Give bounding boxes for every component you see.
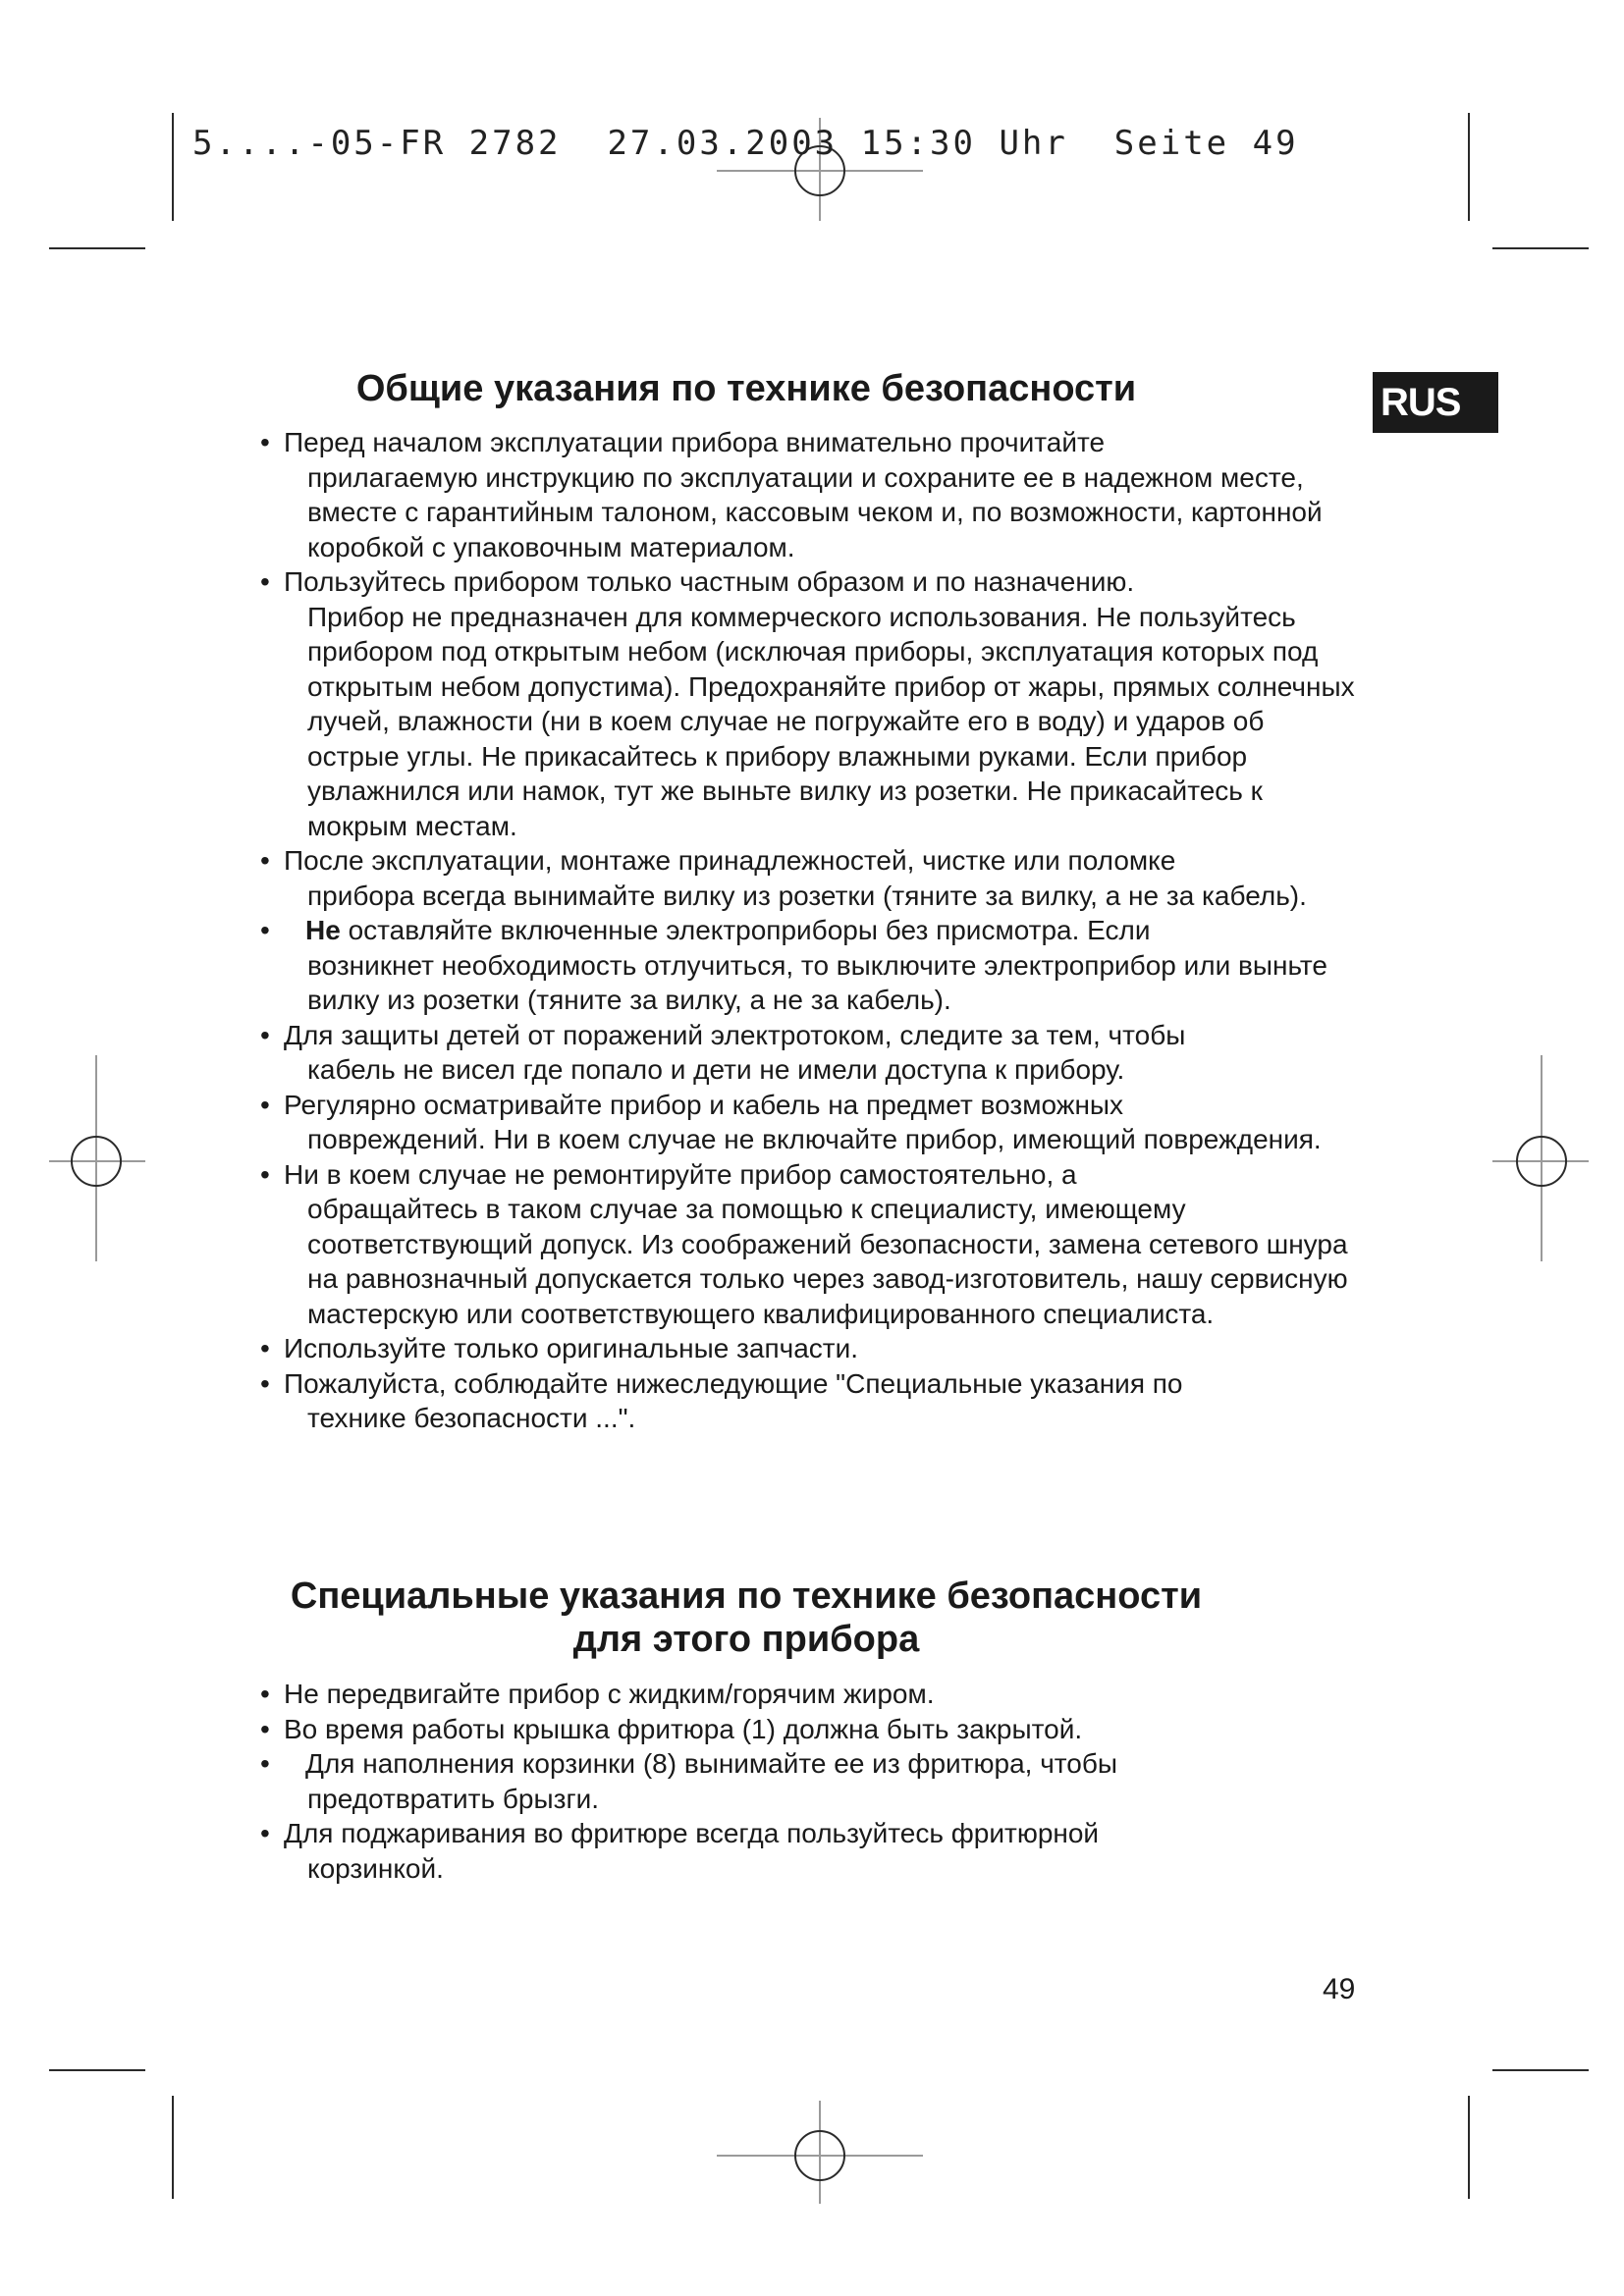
- page-number: 49: [1323, 1973, 1356, 2005]
- crop-mark-bottom-right-vertical: [1468, 2096, 1470, 2199]
- bullet: •: [260, 915, 270, 945]
- list-item: [260, 1816, 1360, 1886]
- section-title-special-safety-line1: Специальные указания по технике безопасности: [290, 1575, 1203, 1617]
- bullet: •: [260, 1818, 270, 1848]
- list-item-first-line: Не передвигайте прибор с жидким/горячим жиром.: [284, 1679, 935, 1709]
- list-item: [260, 1088, 1360, 1157]
- list-item-first-line: Ни в коем случае не ремонтируйте прибор самостоятельно, а: [284, 1158, 1077, 1190]
- list-item: [260, 425, 1360, 564]
- list-item-first-line: оставляйте включенные электроприборы без присмотра. Если: [340, 915, 1151, 945]
- list-item-continuation: технике безопасности ...".: [307, 1403, 636, 1433]
- list-item-continuation: прилагаемую инструкцию по эксплуатации и сохраните ее в надежном месте, вместе с гарантийным талоном, кассовым чеком и, по возможности, картонной коробкой с упаковочным материалом.: [307, 461, 1323, 562]
- general-safety-list: [260, 425, 1360, 1436]
- bullet: •: [260, 1713, 270, 1744]
- crop-mark-top-left-horizontal: [49, 247, 145, 249]
- list-item-first-line: Пользуйтесь прибором только частным образом и по назначению.: [284, 566, 1135, 597]
- section-title-general-safety: Общие указания по технике безопасности: [355, 368, 1137, 409]
- bullet: •: [260, 1679, 270, 1709]
- bullet: •: [260, 845, 270, 876]
- crop-mark-bottom-left-vertical: [172, 2096, 174, 2199]
- list-item: [260, 1157, 1360, 1332]
- list-item-first-line: Пожалуйста, соблюдайте нижеследующие "Специальные указания по: [284, 1367, 1183, 1399]
- list-item-first-line: Для поджаривания во фритюре всегда пользуйтесь фритюрной: [284, 1818, 1100, 1848]
- bullet: •: [260, 1158, 270, 1190]
- bullet: •: [260, 1089, 270, 1120]
- list-item-continuation: предотвратить брызги.: [307, 1783, 600, 1814]
- crop-mark-bottom-right-horizontal: [1492, 2069, 1589, 2071]
- list-item-first-line: Перед началом эксплуатации прибора внимательно прочитайте: [284, 427, 1106, 457]
- list-item-first-line: Для наполнения корзинки (8) вынимайте ее из фритюра, чтобы: [305, 1748, 1118, 1779]
- list-item-continuation: прибора всегда вынимайте вилку из розетки (тяните за вилку, а не за кабель).: [307, 880, 1307, 911]
- section-title-special-safety-line2: для этого прибора: [572, 1619, 920, 1660]
- bullet: •: [260, 566, 270, 597]
- list-item: [260, 1366, 1360, 1436]
- list-item: [260, 1331, 1360, 1366]
- crop-mark-bottom-left-horizontal: [49, 2069, 145, 2071]
- list-item: [260, 1712, 1360, 1747]
- language-badge: RUS: [1373, 372, 1498, 433]
- bullet: •: [260, 1019, 270, 1050]
- crop-mark-top-right-vertical: [1468, 113, 1470, 221]
- list-item-continuation: Прибор не предназначен для коммерческого использования. Не пользуйтесь прибором под открытым небом (исключая приборы, эксплуатация которых под открытым небом допустима). Предохраняйте прибор от жары, прямых солнечных лучей, влажности (ни в коем случае не погружайте его в воду) и ударов об острые углы. Не прикасайтесь к прибору влажными руками. Если прибор увлажнился или намок, тут же выньте вилку из розетки. Не прикасайтесь к мокрым местам.: [307, 601, 1355, 841]
- list-item-continuation: повреждений. Ни в коем случае не включайте прибор, имеющий повреждения.: [307, 1124, 1322, 1154]
- emphasis-word: Не: [305, 915, 341, 945]
- list-item-first-line: После эксплуатации, монтаже принадлежностей, чистке или поломке: [284, 845, 1176, 876]
- list-item-first-line: Во время работы крышка фритюра (1) должна быть закрытой.: [284, 1713, 1083, 1744]
- special-safety-list: [260, 1677, 1360, 1886]
- list-item: [260, 913, 1360, 1018]
- bullet: •: [260, 1748, 270, 1779]
- bullet: •: [260, 1367, 270, 1399]
- list-item-continuation: корзинкой.: [307, 1852, 444, 1884]
- list-item-first-line: Для защиты детей от поражений электротоком, следите за тем, чтобы: [284, 1019, 1186, 1050]
- bullet: •: [260, 427, 270, 457]
- list-item-first-line: Регулярно осматривайте прибор и кабель на предмет возможных: [284, 1089, 1124, 1120]
- list-item-continuation: обращайтесь в таком случае за помощью к специалисту, имеющему соответствующий допуск. Из соображений безопасности, замена сетевого шнура на равнозначный допускается только через завод-изготовитель, нашу сервисную мастерскую или соответствующего квалифицированного специалиста.: [307, 1194, 1348, 1329]
- list-item: [260, 1746, 1360, 1816]
- crop-mark-top-right-horizontal: [1492, 247, 1589, 249]
- list-item: [260, 564, 1360, 843]
- crop-mark-top-left-vertical: [172, 113, 174, 221]
- list-item: [260, 1018, 1360, 1088]
- list-item-first-line: Используйте только оригинальные запчасти.: [284, 1333, 859, 1363]
- list-item: [260, 1677, 1360, 1712]
- printer-slug-line: 5....-05-FR 2782 27.03.2003 15:30 Uhr Seite 49: [192, 124, 1299, 163]
- bullet: •: [260, 1333, 270, 1363]
- list-item-continuation: кабель не висел где попало и дети не имели доступа к прибору.: [307, 1054, 1125, 1085]
- list-item: [260, 843, 1360, 913]
- list-item-continuation: возникнет необходимость отлучиться, то выключите электроприбор или выньте вилку из розетки (тяните за вилку, а не за кабель).: [307, 949, 1327, 1015]
